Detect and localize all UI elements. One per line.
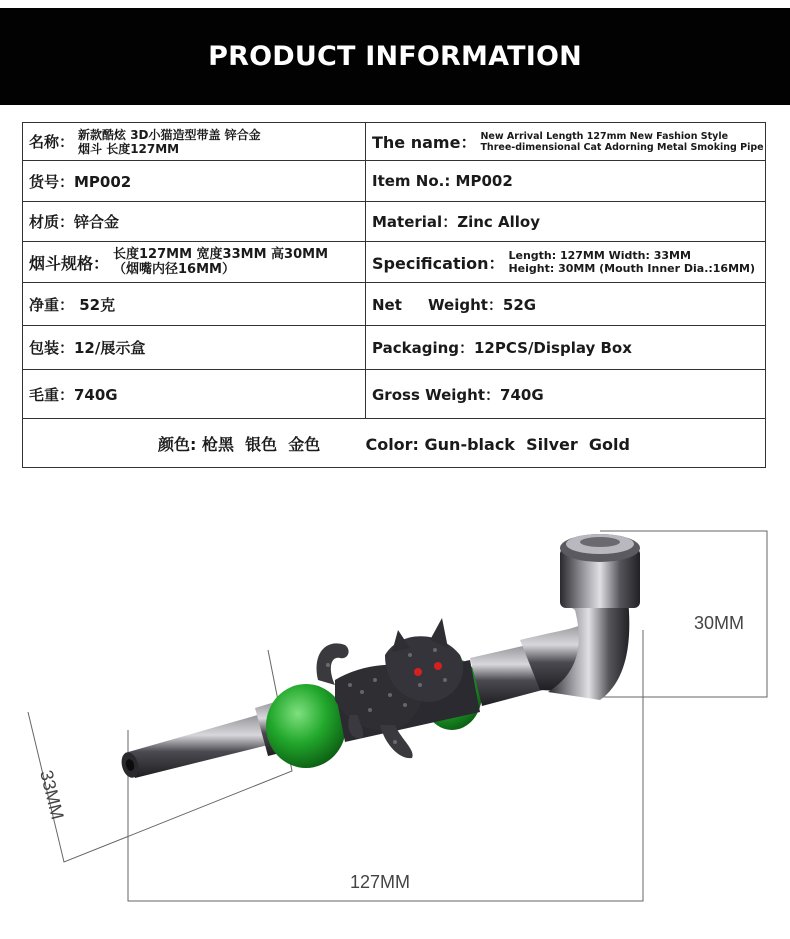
- spec-en-value-1: Length: 127MM Width: 33MM: [508, 249, 691, 262]
- material-cn-cell: 材质：锌合金: [23, 202, 366, 242]
- spec-cn-value-1: 长度127MM 宽度33MM 高30MM: [113, 247, 329, 262]
- table-row: [23, 123, 766, 161]
- spec-cn-label: 烟斗规格：: [29, 253, 110, 273]
- gross-cn-cell: 毛重：740G: [23, 370, 366, 419]
- height-label: 30MM: [694, 613, 745, 633]
- item-cn-cell: 货号：MP002: [23, 161, 366, 202]
- spec-en-value-2: Height: 30MM (Mouth Inner Dia.:16MM): [508, 262, 756, 275]
- spec-en-cell: [366, 242, 766, 283]
- table-row: [23, 161, 766, 202]
- page-title: PRODUCT INFORMATION: [208, 41, 582, 72]
- table-row: [23, 202, 766, 242]
- table-row: [23, 370, 766, 419]
- pack-cn-cell: 包装：12/展示盒: [23, 326, 366, 370]
- green-bead-left: [266, 684, 346, 768]
- pack-en-cell: Packaging：12PCS/Display Box: [366, 326, 766, 370]
- gross-en-cell: Gross Weight：740G: [366, 370, 766, 419]
- name-cn-label: 名称：: [29, 133, 75, 151]
- length-label: 127MM: [350, 872, 411, 892]
- net-en-cell: Net Weight：52G: [366, 283, 766, 326]
- material-en-cell: Material：Zinc Alloy: [366, 202, 766, 242]
- name-en-label: The name：: [372, 133, 477, 152]
- spec-cn-value-2: （烟嘴内径16MM）: [113, 262, 235, 277]
- name-en-value-1: New Arrival Length 127mm New Fashion Style: [480, 130, 729, 142]
- spec-en-label: Specification：: [372, 253, 505, 273]
- table-row: [23, 283, 766, 326]
- net-cn-cell: 净重： 52克: [23, 283, 366, 326]
- table-row: [23, 242, 766, 283]
- name-en-value-2: Three-dimensional Cat Adorning Metal Smoking Pipe: [480, 141, 764, 153]
- color-cell: [23, 419, 766, 468]
- color-en: Color: Gun-black Silver Gold: [365, 434, 630, 454]
- name-cn-value-2: 烟斗 长度127MM: [78, 141, 180, 156]
- spec-cn-cell: [23, 242, 366, 283]
- spec-table: [22, 122, 766, 468]
- name-en-cell: [366, 123, 766, 161]
- item-en-cell: Item No.: MP002: [366, 161, 766, 202]
- table-row: [23, 326, 766, 370]
- header-banner: [0, 8, 790, 105]
- table-row: [23, 419, 766, 468]
- name-cn-cell: [23, 123, 366, 161]
- color-cn: 颜色: 枪黑 银色 金色: [158, 434, 321, 454]
- product-photo: [0, 480, 790, 939]
- width-label: 33MM: [36, 768, 68, 822]
- name-cn-value-1: 新款酷炫 3D小猫造型带盖 锌合金: [78, 127, 261, 142]
